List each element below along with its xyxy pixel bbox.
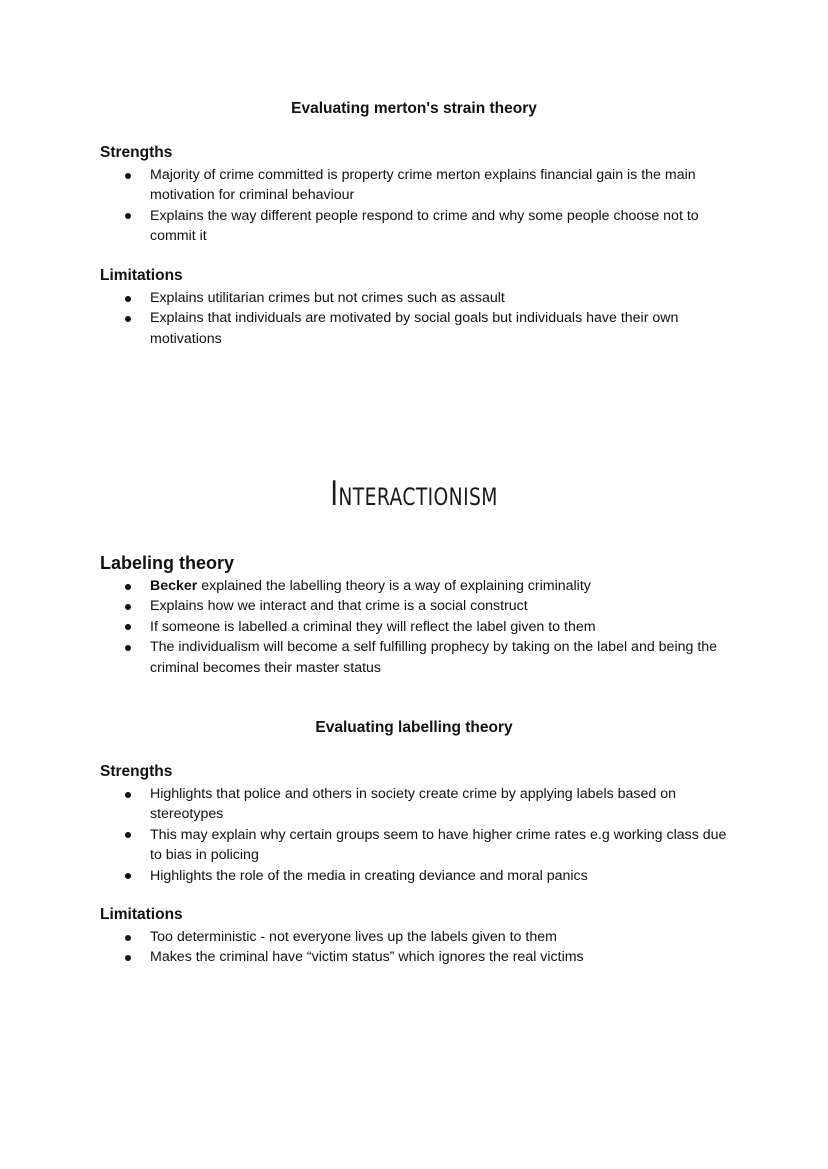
bullet-icon	[125, 955, 131, 961]
list-item: If someone is labelled a criminal they will reflect the label given to them	[100, 617, 740, 637]
list-item: Majority of crime committed is property crime merton explains financial gain is the main motivation for criminal behaviour	[100, 165, 740, 206]
list-item: Becker explained the labelling theory is a way of explaining criminality	[100, 576, 740, 596]
labeling-theory-list	[100, 576, 740, 678]
interactionism-title: Interactionism	[330, 474, 498, 514]
merton-strengths-list	[100, 165, 740, 247]
labelling-eval-title: Evaluating labelling theory	[315, 719, 513, 736]
bullet-icon	[125, 873, 131, 879]
list-item: Explains how we interact and that crime is a social construct	[100, 596, 740, 616]
becker-name: Becker	[150, 578, 198, 594]
list-item: Highlights the role of the media in creating deviance and moral panics	[100, 866, 740, 886]
list-item: Explains that individuals are motivated by social goals but individuals have their own motivations	[100, 308, 740, 349]
list-item: Highlights that police and others in society create crime by applying labels based on stereotypes	[100, 784, 740, 825]
bullet-icon	[125, 316, 131, 322]
list-item: Explains the way different people respond to crime and why some people choose not to commit it	[100, 206, 740, 247]
list-item: The individualism will become a self fulfilling prophecy by taking on the label and being the criminal becomes their master status	[100, 637, 740, 678]
labelling-strengths-heading: Strengths	[100, 763, 173, 780]
list-item: Explains utilitarian crimes but not crimes such as assault	[100, 288, 740, 308]
merton-eval-title: Evaluating merton's strain theory	[291, 100, 537, 117]
labeling-theory-heading: Labeling theory	[100, 553, 235, 573]
labelling-limitations-list	[100, 927, 740, 968]
bullet-icon	[125, 645, 131, 651]
bullet-icon	[125, 296, 131, 302]
bullet-icon	[125, 832, 131, 838]
merton-limitations-list	[100, 288, 740, 349]
labelling-limitations-heading: Limitations	[100, 906, 183, 923]
merton-limitations-heading: Limitations	[100, 267, 183, 284]
list-item: Too deterministic - not everyone lives up the labels given to them	[100, 927, 740, 947]
bullet-icon	[125, 935, 131, 941]
bullet-icon	[125, 624, 131, 630]
bullet-icon	[125, 792, 131, 798]
list-item: Makes the criminal have “victim status” which ignores the real victims	[100, 947, 740, 967]
merton-strengths-heading: Strengths	[100, 144, 173, 161]
list-item: This may explain why certain groups seem to have higher crime rates e.g working class due to bias in policing	[100, 825, 740, 866]
bullet-icon	[125, 604, 131, 610]
labelling-strengths-list	[100, 784, 740, 886]
bullet-icon	[125, 213, 131, 219]
bullet-icon	[125, 173, 131, 179]
bullet-icon	[125, 584, 131, 590]
